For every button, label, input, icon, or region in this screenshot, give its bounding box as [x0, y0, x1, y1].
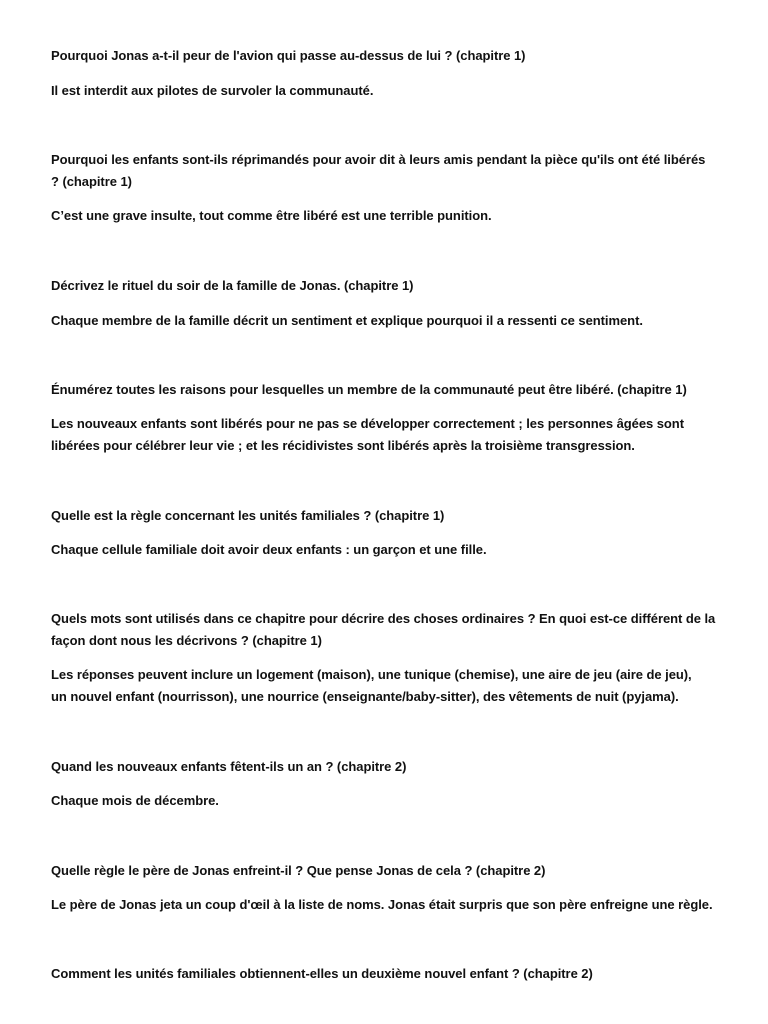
question-5: Quelle est la règle concernant les unités familiales ? (chapitre 1) [51, 508, 445, 523]
question-3: Décrivez le rituel du soir de la famille de Jonas. (chapitre 1) [51, 278, 414, 293]
answer-6-line-1: Les réponses peuvent inclure un logement (maison), une tunique (chemise), une aire de jeu (aire de jeu), [51, 667, 692, 682]
answer-6-line-2: un nouvel enfant (nourrisson), une nourrice (enseignante/baby-sitter), des vêtements de nuit (pyjama). [51, 689, 679, 704]
question-2-line-1: Pourquoi les enfants sont-ils réprimandés pour avoir dit à leurs amis pendant la pièce qu'ils ont été libérés [51, 152, 706, 167]
question-1: Pourquoi Jonas a-t-il peur de l'avion qui passe au-dessus de lui ? (chapitre 1) [51, 48, 526, 63]
answer-4-line-1: Les nouveaux enfants sont libérés pour ne pas se développer correctement ; les personnes âgées sont [51, 416, 684, 431]
question-6-line-1: Quels mots sont utilisés dans ce chapitre pour décrire des choses ordinaires ? En quoi est-ce différent de la [51, 611, 716, 626]
question-8: Quelle règle le père de Jonas enfreint-il ? Que pense Jonas de cela ? (chapitre 2) [51, 863, 546, 878]
answer-2: C’est une grave insulte, tout comme être libéré est une terrible punition. [51, 208, 492, 223]
question-9: Comment les unités familiales obtiennent-elles un deuxième nouvel enfant ? (chapitre 2) [51, 966, 593, 981]
answer-5: Chaque cellule familiale doit avoir deux enfants : un garçon et une fille. [51, 542, 487, 557]
answer-4-line-2: libérées pour célébrer leur vie ; et les récidivistes sont libérés après la troisième transgression. [51, 438, 635, 453]
answer-8: Le père de Jonas jeta un coup d'œil à la liste de noms. Jonas était surpris que son père enfreigne une règle. [51, 897, 713, 912]
question-6-line-2: façon dont nous les décrivons ? (chapitre 1) [51, 633, 322, 648]
answer-3: Chaque membre de la famille décrit un sentiment et explique pourquoi il a ressenti ce sentiment. [51, 313, 643, 328]
question-4: Énumérez toutes les raisons pour lesquelles un membre de la communauté peut être libéré. (chapitre 1) [51, 382, 687, 397]
question-2-line-2: ? (chapitre 1) [51, 174, 132, 189]
answer-7: Chaque mois de décembre. [51, 793, 219, 808]
answer-1: Il est interdit aux pilotes de survoler la communauté. [51, 83, 374, 98]
question-7: Quand les nouveaux enfants fêtent-ils un an ? (chapitre 2) [51, 759, 407, 774]
